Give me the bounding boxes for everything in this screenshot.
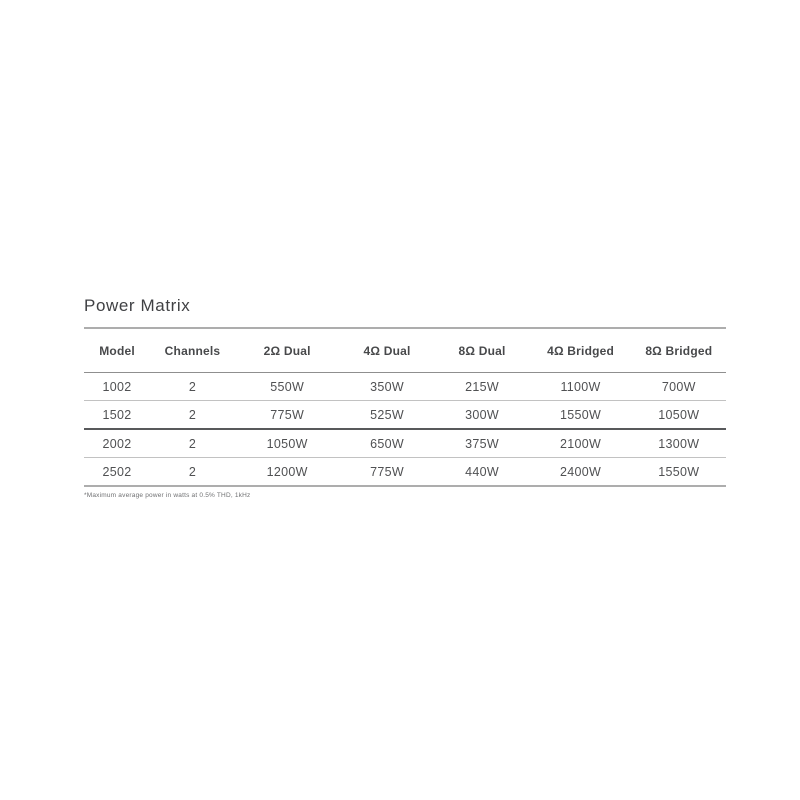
table-cell: 300W (435, 401, 530, 430)
footnote: *Maximum average power in watts at 0.5% THD, 1kHz (84, 492, 251, 499)
table-cell: 1002 (84, 373, 150, 401)
table-cell: 1550W (530, 401, 632, 430)
spec-sheet (84, 296, 726, 499)
table-cell: 1050W (235, 429, 340, 458)
power-matrix-table (84, 327, 726, 487)
table-cell: 215W (435, 373, 530, 401)
table-cell: 775W (370, 464, 404, 479)
column-header: 2Ω Dual (235, 328, 340, 373)
table-cell: 1050W (632, 401, 726, 430)
page-title: Power Matrix (84, 296, 191, 315)
table-cell: 1502 (84, 401, 150, 430)
table-cell: 1300W (632, 429, 726, 458)
column-header: Channels (150, 328, 235, 373)
header-row (84, 328, 726, 373)
table-row (84, 429, 726, 458)
table-row (84, 458, 726, 487)
table-cell: 2100W (530, 429, 632, 458)
table-cell: 1100W (530, 373, 632, 401)
table-cell: 1550W (658, 464, 700, 479)
table-cell: 2 (188, 464, 197, 479)
table-cell: 2502 (102, 464, 132, 479)
table-cell: 700W (632, 373, 726, 401)
column-header: 4Ω Dual (340, 328, 435, 373)
table-cell: 2002 (84, 429, 150, 458)
table-cell: 2 (150, 401, 235, 430)
column-header: 4Ω Bridged (530, 328, 632, 373)
table-cell: 440W (465, 464, 499, 479)
table-row (84, 401, 726, 430)
column-header: Model (84, 328, 150, 373)
table-cell: 525W (340, 401, 435, 430)
table-cell: 350W (340, 373, 435, 401)
table-cell: 375W (435, 429, 530, 458)
table-cell: 2 (150, 373, 235, 401)
table-header (84, 328, 726, 373)
column-header: 8Ω Bridged (632, 328, 726, 373)
table-body (84, 373, 726, 487)
table-cell: 650W (340, 429, 435, 458)
table-cell: 1200W (266, 464, 308, 479)
table-row (84, 373, 726, 401)
table-cell: 550W (235, 373, 340, 401)
table-cell: 2 (150, 429, 235, 458)
table-cell: 2400W (560, 464, 602, 479)
table-cell: 775W (235, 401, 340, 430)
column-header: 8Ω Dual (435, 328, 530, 373)
